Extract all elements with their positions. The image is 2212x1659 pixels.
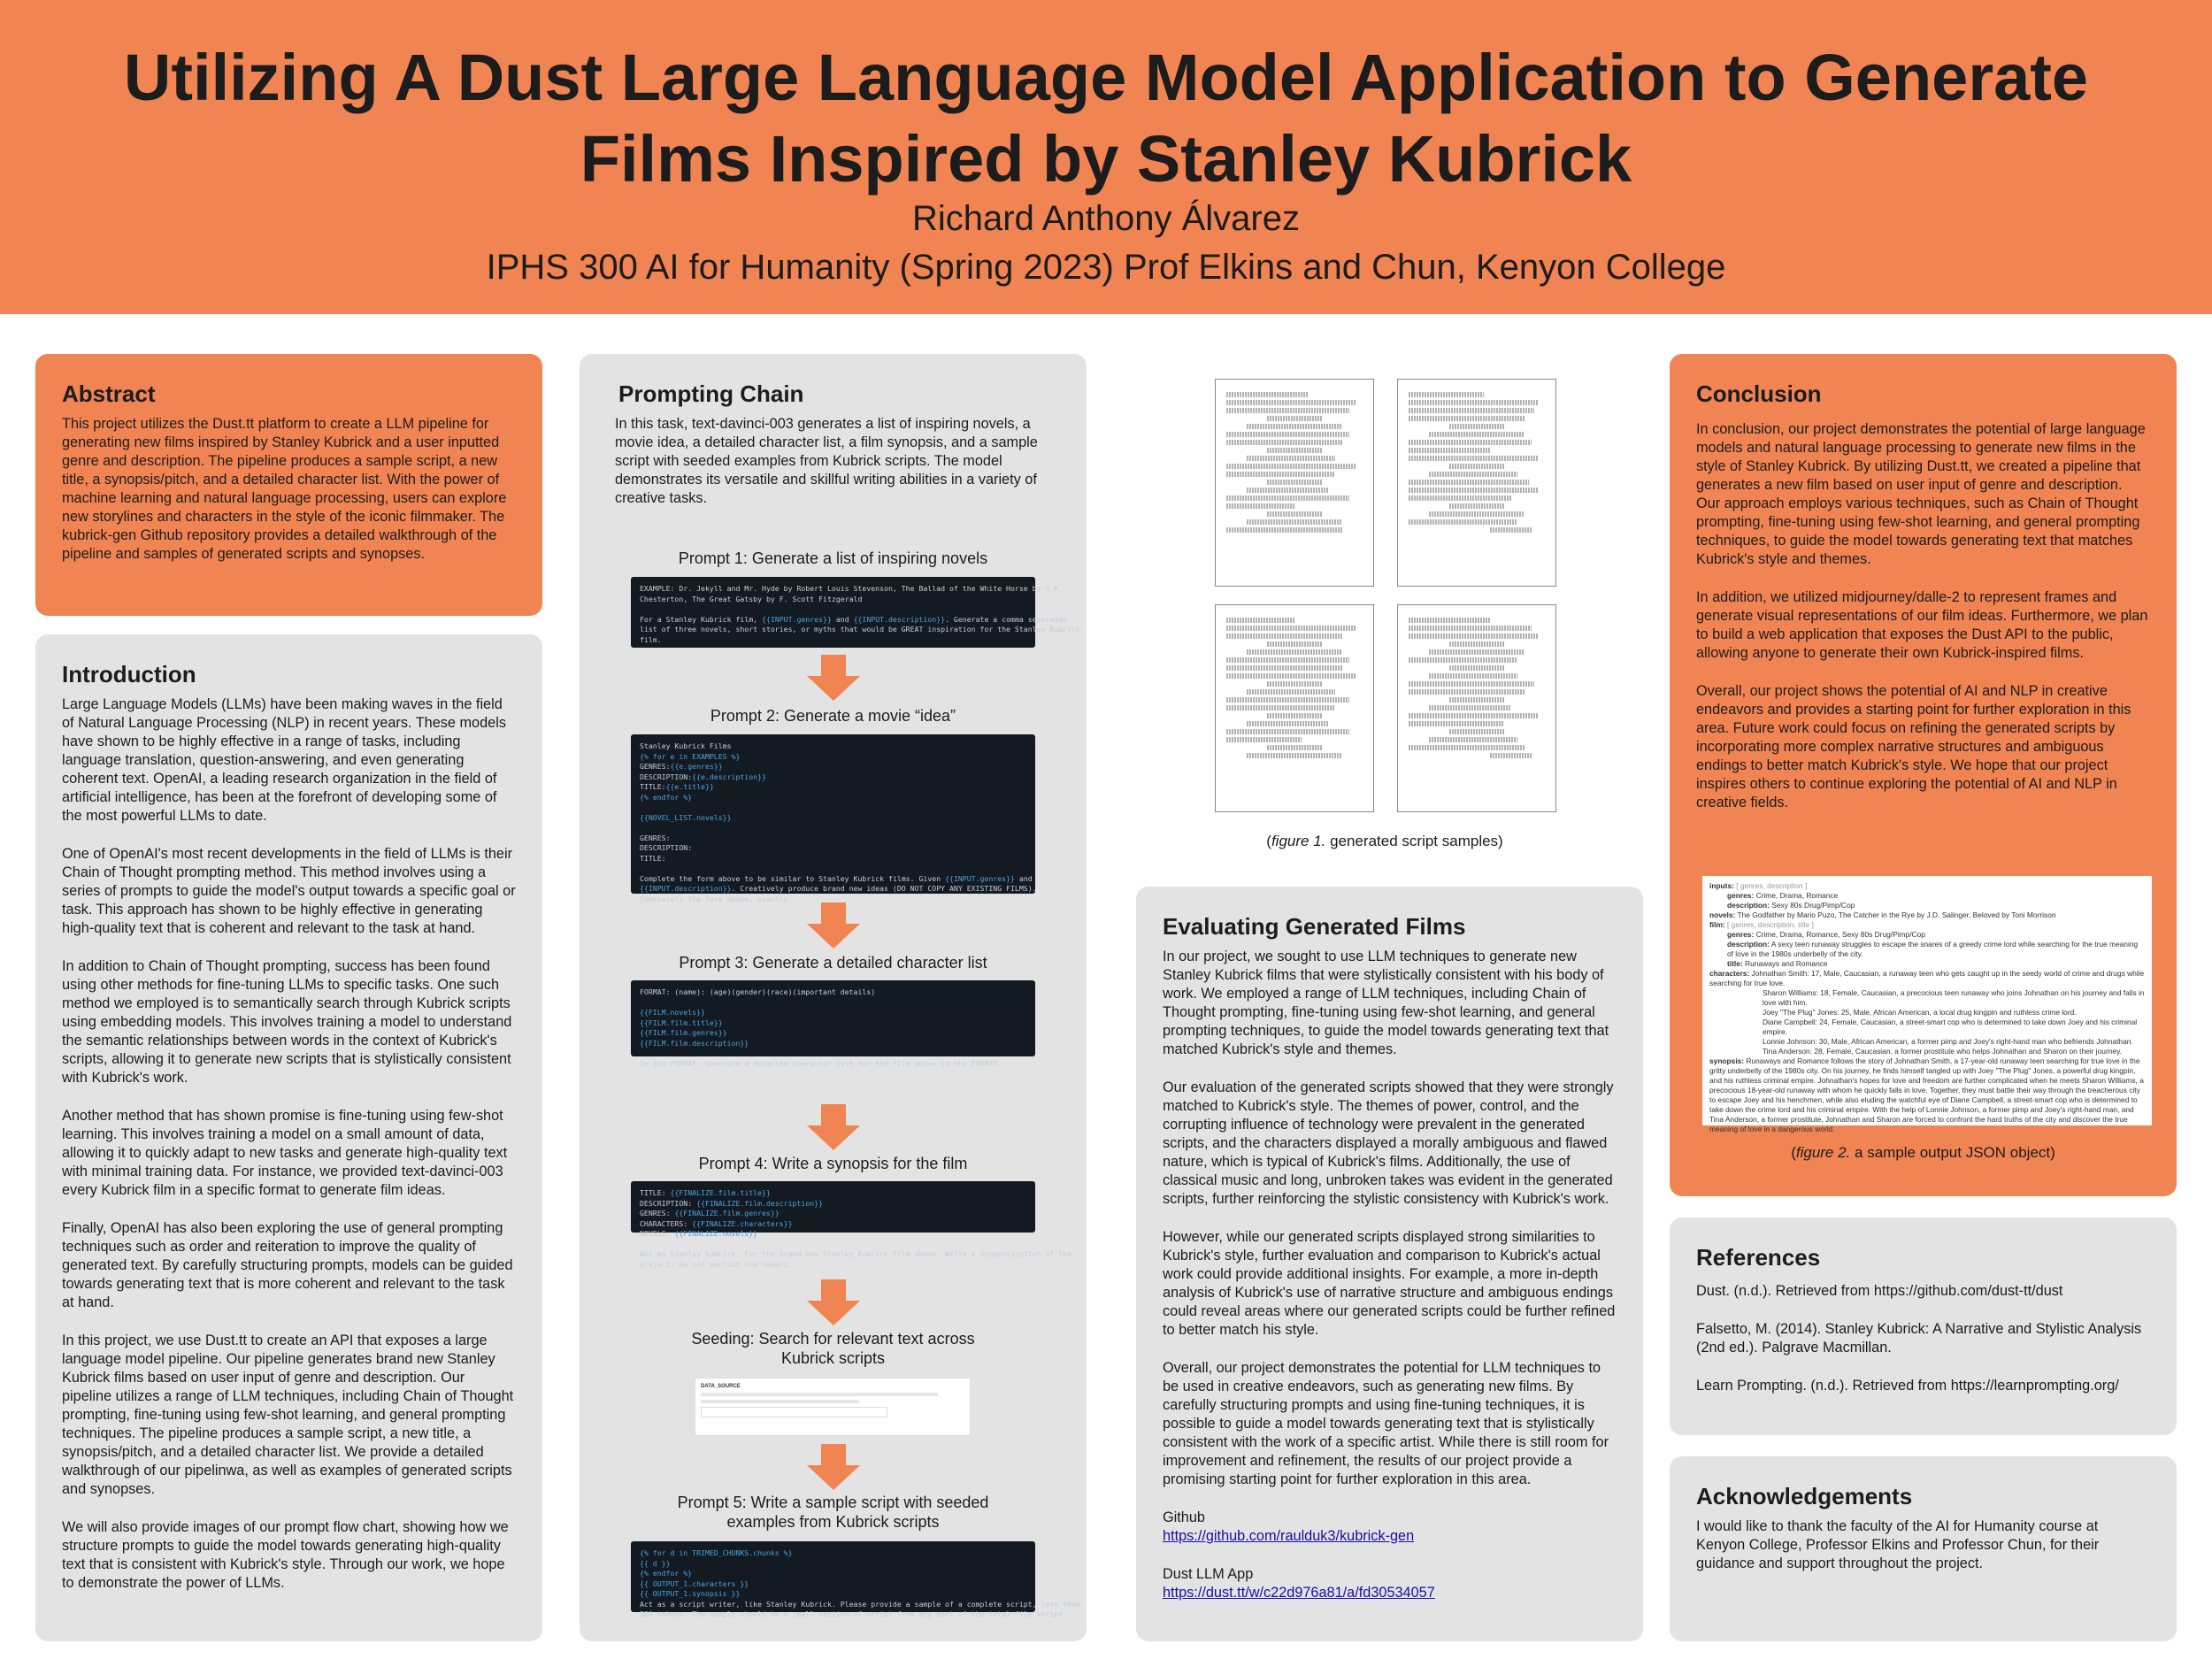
evaluating-panel [1136,887,1643,1641]
json-output-sample: inputs: [ genres, description ] genres: Crime, Drama, Romance description: Sexy 80s Drug/Pimp/Cop novels: The Godfather by Mario Puzo, The Catcher in the Rye by J.D. Salinger, Beloved by Toni Morrison film: [ genres, description, title ] genres: Crime, Drama, Romance, Sexy 80s Drug/Pimp/Cop description: A sexy teen runaway struggles to escape the snares of a greedy crime lord while searching for the true meaning of love in the 1980s underbelly of the city. title: Runaways and Romance characters: Johnathan Smith: 17, Male, Caucasian, a runaway teen who gets caught up in the seedy world of crime and drugs while searching for true love. Sharon Williams: 18, Female, Caucasian, a precocious teen runaway who joins Johnathan on his journey and falls in love with him. Joey "The Plug" Jones: 25, Male, African American, a local drug kingpin and ruthless crime lord. Diane Campbell: 24, Female, Caucasian, a street-smart cop who is determined to take down Joey and his criminal empire. Lonnie Johnson: 30, Male, African American, a former pimp and Joey's right-hand man who befriends Johnathan. Tina Anderson: 28, Female, Caucasian, a former prostitute who helps Johnathan and Sharon on their journey. synopsis: Runaways and Romance follows the story of Johnathan Smith, a 17-year-old runaway teen searching for true love in the gritty underbelly of the 1980s city. On his journey, he finds himself tangled up with Joey "The Plug" Jones, a powerful drug kingpin, and his ruthless criminal empire. Johnathan's hopes for love and freedom are further complicated when he meets Sharon Williams, a precocious 18-year-old runaway with whom he quickly falls in love. Together, they must battle their way through the treacherous city to escape Joey and his henchmen, while also eluding the watchful eye of Diane Campbell, a street-smart cop who is determined to take down the crime lord and his criminal empire. With the help of Lonnie Johnson, a former pimp and Joey's right-hand man, and Tina Anderson, a former prostitute, Johnathan and Sharon are forced to confront the hard truths of the city and discover the true meaning of love in a dangerous world. [1702,876,2152,1125]
introduction-heading: Introduction [62,661,196,687]
prompt-4-label: Prompt 4: Write a synopsis for the film [698,1155,968,1172]
dust-app-label: Dust LLM App [1163,1566,1254,1582]
prompt-4-code: TITLE: {{FINALIZE.film.title}} DESCRIPTION: {{FINALIZE.film.description}} GENRES: {{FINALIZE.film.genres}} CHARACTERS: {{FINALIZE.characters}} NOVELS: {{FINALIZE.novels}} Act as Stanley Kubrick. For the brand-new Stanley Kubrick film above, Write a synopsis/pitch of the project. Do not mention the novels. [631,1181,1035,1233]
evaluating-heading: Evaluating Generated Films [1163,913,1466,940]
script-sample-page [1215,604,1374,812]
prompting-intro: In this task, text-davinci-003 generates a list of inspiring novels, a movie idea, a detailed character list, a film synopsis, and a sample script with seeded examples from Kubrick scripts. The model demonstrates its versatile and skillful writing abilities in a variety of creative tasks. [615,416,1038,506]
acknowledgements-text: I would like to thank the faculty of the AI for Humanity course at Kenyon College, Professor Elkins and Professor Chun, for their guidance and support throughout the project. [1696,1518,2100,1571]
dust-app-link[interactable]: https://dust.tt/w/c22d976a81/a/fd30534057 [1163,1585,1435,1601]
github-label: Github [1163,1509,1205,1525]
intro-paragraph: In this project, we use Dust.tt to create an API that exposes a large language model pipeline. Our pipeline generates brand new Stanley Kubrick films based on user input of genre and description. Our pipeline utilizes a range of LLM techniques, including Chain of Thought prompting, fine-tuning using few-shot learning, and general prompting techniques. The pipeline produces a sample script, a new title, a synopsis/pitch, and a detailed character list. We provide a detailed walkthrough of our pipelinwa, as well as examples of generated scripts and synopses. [62,1333,514,1497]
intro-paragraph: Another method that has shown promise is fine-tuning using few-shot learning. This involves training a model on a small amount of data, allowing it to quickly adapt to new tasks and generate high-quality text with minimal training data. For instance, we provided text-davinci-003 every Kubrick film in a specific format to generate film ideas. [62,1108,508,1198]
datasource-screenshot: DATA_SOURCE [695,1378,971,1436]
abstract-heading: Abstract [62,380,156,407]
script-sample-page [1397,379,1556,587]
poster-header [0,0,2212,314]
evaluating-paragraph: However, while our generated scripts displayed strong similarities to Kubrick's style, further evaluation and comparison to Kubrick's actual work could provide additional insights. For example, a more in-depth analysis of Kubrick's use of narrative structure and ambiguous endings could reveal areas where our generated scripts could be further refined to better match his style. [1163,1229,1616,1338]
conclusion-paragraph: In addition, we utilized midjourney/dalle-2 to represent frames and generate visual representations of our film ideas. Furthermore, we plan to build a web application that exposes the Dust API to the public, allowing anyone to generate their own Kubrick-inspired films. [1696,589,2148,661]
evaluating-paragraph: In our project, we sought to use LLM techniques to generate new Stanley Kubrick films that were stylistically consistent with his body of work. We employed a range of LLM techniques, including Chain of Thought prompting, fine-tuning using few-shot learning, and general prompting techniques, to guide the model towards generating text that matched Kubrick's style and themes. [1163,949,1609,1057]
intro-paragraph: In addition to Chain of Thought prompting, success has been found using other methods for fine-tuning LLMs to specific tasks. One such method we employed is to semantically search through Kubrick scripts using embedding models. This involves training a model to understand the semantic relationships between words in the context of Kubrick's scripts, allowing it to generate new scripts that is stylistically consistent with Kubrick's work. [62,958,512,1086]
acknowledgements-heading: Acknowledgements [1696,1483,1913,1509]
prompt-3-code: FORMAT: (name): (age)(gender)(race)(important details) {{FILM.novels}} {{FILM.film.title}} {{FILM.film.genres}} {{FILM.film.description}} In the FORMAT, Generate a detailed character list for the film above in the FORMAT. [631,980,1035,1056]
evaluating-paragraph: Our evaluation of the generated scripts showed that they were strongly matched to Kubrick's style. The themes of power, control, and the corrupting influence of technology were prevalent in the generated scripts, and the characters displayed a morally ambiguous and flawed nature, which is typical of Kubrick's films. Additionally, the use of classical music and long, unbroken takes was evident in the generated scripts, further reinforcing the stylistic consistency with Kubrick's work. [1163,1079,1614,1207]
intro-paragraph: Large Language Models (LLMs) have been making waves in the field of Natural Language Processing (NLP) in recent years. These models have shown to be highly effective in a range of tasks, including language translation, question-answering, and even generating coherent text. OpenAI, a leading research organization in the field of artificial intelligence, has been at the forefront of developing some of the most powerful LLMs to date. [62,696,506,824]
github-link[interactable]: https://github.com/raulduk3/kubrick-gen [1163,1528,1415,1544]
prompt-3-label: Prompt 3: Generate a detailed character list [679,954,987,972]
references-panel [1670,1217,2177,1435]
reference-item: Learn Prompting. (n.d.). Retrieved from https://learnprompting.org/ [1696,1378,2119,1394]
conclusion-paragraph: In conclusion, our project demonstrates the potential of large language models and natural language processing to generate new films in the style of Stanley Kubrick. By utilizing Dust.tt, we created a pipeline that generates a new film based on user input of genre and description. Our approach employs various techniques, such as Chain of Thought prompting, fine-tuning using few-shot learning, and general prompting techniques, to guide the model towards generating text that matches Kubrick's style and themes. [1696,421,2146,567]
prompt-2-label: Prompt 2: Generate a movie “idea” [710,707,956,725]
seeding-label: Seeding: Search for relevant text across Kubrick scripts [691,1330,975,1367]
introduction-panel [35,634,542,1641]
course-info: IPHS 300 AI for Humanity (Spring 2023) Prof Elkins and Chun, Kenyon College [486,248,1726,287]
intro-paragraph: We will also provide images of our prompt flow chart, showing how we structure prompts to guide the model towards generating high-quality text that is consistent with Kubrick's style. Through our work, we hope to demonstrate the power of LLMs. [62,1519,509,1591]
conclusion-panel [1670,354,2177,1196]
abstract-text: This project utilizes the Dust.tt platform to create a LLM pipeline for generating new films inspired by Stanley Kubrick and a user inputted genre and description. The pipeline produces a sample script, a new title, a synopsis/pitch, and a detailed character list. With the power of machine learning and natural language processing, users can explore new storylines and characters in the style of the iconic filmmaker. The kubrick-gen Github repository provides a detailed walkthrough of the pipeline and samples of generated scripts and synopses. [62,416,507,562]
reference-item: Dust. (n.d.). Retrieved from https://github.com/dust-tt/dust [1696,1283,2063,1299]
prompt-2-code: Stanley Kubrick Films {% for e in EXAMPLES %} GENRES:{{e.genres}} DESCRIPTION:{{e.description}} TITLE:{{e.title}} {% endfor %} {{NOVEL_LIST.novels}} GENRES: DESCRIPTION: TITLE: Complete the form above to be similar to Stanley Kubrick films. Given {{INPUT.genres}} and {{INPUT.description}}. Creatively produce brand new ideas (DO NOT COPY ANY EXISTING FILMS). Completely the form above, exactly. [631,734,1035,894]
prompt-1-label: Prompt 1: Generate a list of inspiring novels [678,549,988,567]
figure-1-caption: (figure 1. generated script samples) [1266,833,1503,849]
script-sample-page [1397,604,1556,812]
conclusion-heading: Conclusion [1696,380,1822,407]
script-sample-page [1215,379,1374,587]
reference-item: Falsetto, M. (2014). Stanley Kubrick: A Narrative and Stylistic Analysis (2nd ed.). Palgrave Macmillan. [1696,1321,2142,1356]
prompt-5-code: {% for d in TRIMED_CHUNKS.chunks %} {{ d }} {% endfor %} {{ OUTPUT_1.characters }} {{ OUTPUT_1.synopsis }} Act as a script writer, like Stanley Kubrick. Please provide a sample of a complete script, less than 500 tokens. The sample should be a small section of script from any part of the total film script. [631,1541,1035,1612]
evaluating-paragraph: Overall, our project demonstrates the potential for LLM techniques to be used in creative endeavors, such as generating new films. By carefully structuring prompts and using fine-tuning techniques, it is possible to guide a model towards generating text that is stylistically consistent with the work of a specific artist. While there is still room for improvement and refinement, the results of our project provide a promising starting point for further exploration in this area. [1163,1360,1609,1487]
prompt-1-code: EXAMPLE: Dr. Jekyll and Mr. Hyde by Robert Louis Stevenson, The Ballad of the White Horse by G.K. Chesterton, The Great Gatsby by F. Scott Fitzgerald For a Stanley Kubrick film, {{INPUT.genres}} and {{INPUT.description}}. Generate a comma seperated list of three novels, short stories, or myths that would be GREAT inspiration for the Stanley Kubrick film. [631,577,1035,648]
intro-paragraph: Finally, OpenAI has also been exploring the use of general prompting techniques such as order and reiteration to improve the quality of generated text. By carefully structuring prompts, models can be guided towards generating text that is more coherent and relevant to the task at hand. [62,1220,513,1310]
prompting-chain-panel [580,354,1087,1641]
prompt-5-label: Prompt 5: Write a sample script with seeded examples from Kubrick scripts [677,1494,989,1531]
references-heading: References [1696,1244,1821,1271]
figure-2-caption: (figure 2. a sample output JSON object) [1791,1144,2055,1161]
poster-title: Utilizing A Dust Large Language Model Application to Generate Films Inspired by Stanley Kubrick [123,41,2089,196]
acknowledgements-panel [1670,1456,2177,1641]
conclusion-paragraph: Overall, our project shows the potential of AI and NLP in creative endeavors and provides a starting point for further exploration in this area. Future work could focus on refining the generated scripts by incorporating more complex narrative structures and ambiguous endings to better match Kubrick's style. We hope that our project inspires others to continue exploring the potential of AI and NLP in creative fields. [1696,683,2131,810]
prompting-heading: Prompting Chain [618,380,804,407]
intro-paragraph: One of OpenAI's most recent developments in the field of LLMs is their Chain of Thought prompting method. This method involves using a series of prompts to guide the model's output towards a specific goal or task. This approach has shown to be highly effective in generating high-quality text that is coherent and relevant to the task at hand. [62,846,516,936]
author-name: Richard Anthony Álvarez [911,199,1300,238]
abstract-panel [35,354,542,616]
